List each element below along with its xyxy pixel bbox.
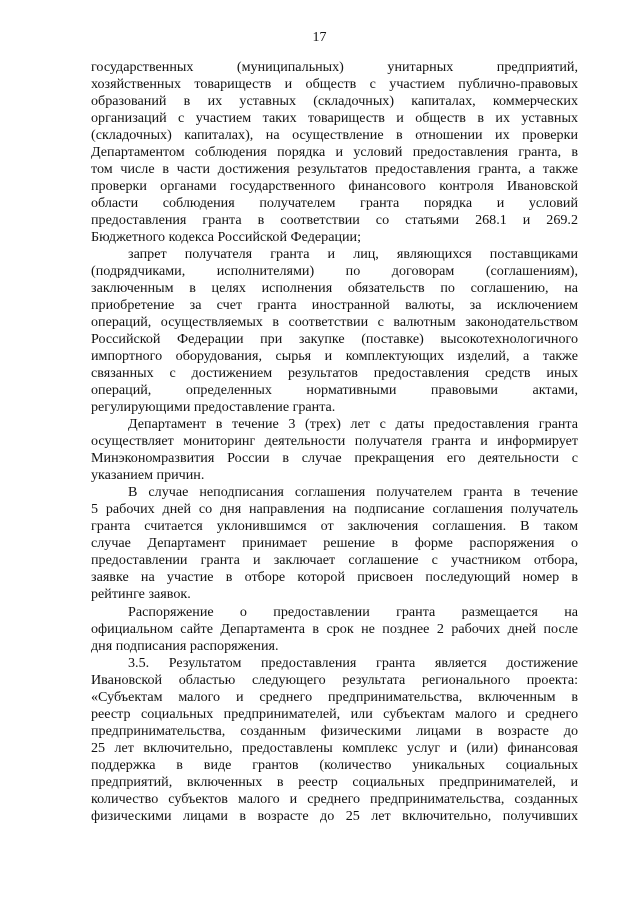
text-line: Минэкономразвития России в случае прекращения его деятельности с (91, 450, 578, 467)
text-line: указанием причин. (91, 467, 205, 484)
text-line: физическими лицами в возрасте до 25 лет включительно, получивших (91, 807, 578, 824)
paragraph-non-signing-paragraph (91, 484, 578, 603)
text-line: запрет получателя гранта и лиц, являющихся поставщиками (128, 246, 578, 263)
text-line: операций, осуществляемых в соответствии с валютным законодательством (91, 314, 578, 331)
text-line: В случае неподписания соглашения получателем гранта в течение (128, 484, 578, 501)
text-line: (складочных) капиталах), на осуществление в отношении их проверки (91, 127, 578, 144)
text-line: приобретение за счет гранта иностранной валюты, за исключением (91, 297, 578, 314)
text-line: заключенным в целях исполнения обязательств по соглашению, на (91, 280, 578, 297)
text-line: гранта считается уклонившимся от заключения соглашения. В таком (91, 518, 578, 535)
text-line: 5 рабочих дней со дня направления на подписание соглашения получатель (91, 501, 578, 518)
paragraph-ban-paragraph (91, 246, 578, 416)
text-line: заявке на участие в отборе которой присвоен последующий номер в (91, 569, 578, 586)
text-line: предпринимательства, созданным физическими лицами в возрасте до (91, 722, 578, 739)
text-line: Ивановской областью следующего результата регионального проекта: (91, 671, 578, 688)
text-line: хозяйственных товариществ и обществ с участием публично-правовых (91, 76, 578, 93)
text-line: Российской Федерации при закупке (поставке) высокотехнологичного (91, 331, 578, 348)
text-line: операций, определенных нормативными правовыми актами, (91, 382, 578, 399)
page-number: 17 (312, 30, 327, 45)
text-line: проверки органами государственного финансового контроля Ивановской (91, 178, 578, 195)
paragraph-order-paragraph (91, 604, 578, 655)
document-body (91, 59, 578, 825)
text-line: случае Департамент принимает решение в форме распоряжения о (91, 535, 578, 552)
text-line: том числе в части достижения результатов предоставления гранта, а также (91, 161, 578, 178)
text-line: предоставления гранта в соответствии со статьями 268.1 и 269.2 (91, 212, 578, 229)
text-line: осуществляет мониторинг деятельности получателя гранта и информирует (91, 433, 578, 450)
text-line: поддержка в виде грантов (количество уникальных социальных (91, 756, 578, 773)
text-line: предоставлении гранта и заключает соглашение с участником отбора, (91, 552, 578, 569)
text-line: импортного оборудования, сырья и комплектующих изделий, а также (91, 348, 578, 365)
text-line: Распоряжение о предоставлении гранта размещается на (128, 603, 578, 620)
text-line: предприятий, включенных в реестр социальных предпринимателей, и (91, 773, 578, 790)
text-line: 25 лет включительно, предоставлены комплекс услуг и (или) финансовая (91, 739, 578, 756)
text-line: «Субъектам малого и среднего предпринимательства, включенным в (91, 688, 578, 705)
paragraph-monitoring-paragraph (91, 416, 578, 484)
text-line: области соблюдения получателем гранта порядка и условий (91, 195, 578, 212)
paragraph-continuation (91, 59, 578, 246)
text-line: Бюджетного кодекса Российской Федерации; (91, 229, 361, 246)
text-line: Департамент в течение 3 (трех) лет с даты предоставления гранта (128, 416, 578, 433)
text-line: количество субъектов малого и среднего предпринимательства, созданных (91, 790, 578, 807)
text-line: организаций с участием таких товариществ и обществ в их уставных (91, 110, 578, 127)
text-line: реестр социальных предпринимателей, или субъектам малого и среднего (91, 705, 578, 722)
text-line: дня подписания распоряжения. (91, 637, 279, 654)
text-line: рейтинге заявок. (91, 586, 191, 603)
text-line: (подрядчиками, исполнителями) по договорам (соглашениям), (91, 263, 578, 280)
text-line: 3.5. Результатом предоставления гранта является достижение (128, 654, 578, 671)
text-line: регулирующими предоставление гранта. (91, 399, 336, 416)
paragraph-section-3-5 (91, 655, 578, 825)
text-line: образований в их уставных (складочных) капиталах, коммерческих (91, 93, 578, 110)
text-line: Департаментом соблюдения порядка и условий предоставления гранта, в (91, 144, 578, 161)
text-line: государственных (муниципальных) унитарных предприятий, (91, 59, 578, 75)
text-line: связанных с достижением результатов предоставления средств иных (91, 365, 578, 382)
text-line: официальном сайте Департамента в срок не позднее 2 рабочих дней после (91, 620, 578, 637)
